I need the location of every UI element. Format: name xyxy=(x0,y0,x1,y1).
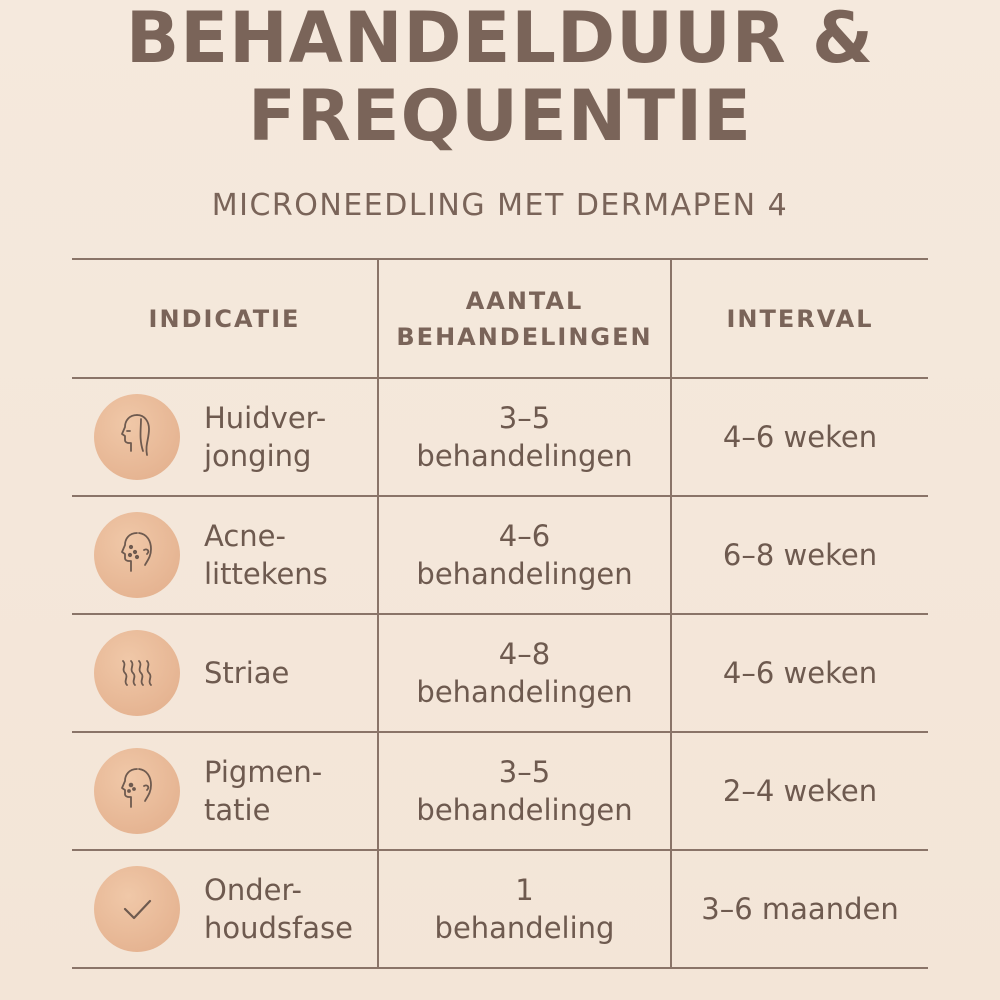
header-aantal-line-1: AANTAL xyxy=(465,286,584,315)
indication-label-line-2: littekens xyxy=(204,557,328,591)
indication-label-line-1: Striae xyxy=(204,656,290,690)
table-row xyxy=(72,733,928,851)
count-cell xyxy=(379,733,672,849)
count-line-1: 4–8 xyxy=(498,637,551,671)
indication-cell xyxy=(72,851,379,967)
table-row xyxy=(72,615,928,733)
indication-label-line-1: Onder- xyxy=(204,873,302,907)
title-line-1: BEHANDELDUUR & xyxy=(125,0,875,79)
interval-cell: 4–6 weken xyxy=(722,420,878,454)
header-indicatie: INDICATIE xyxy=(72,260,379,377)
indication-label-line-1: Huidver- xyxy=(204,401,327,435)
indication-cell xyxy=(72,497,379,613)
header-interval: INTERVAL xyxy=(726,304,874,333)
interval-cell: 2–4 weken xyxy=(722,774,878,808)
acne-face-icon xyxy=(94,512,180,598)
count-line-2: behandelingen xyxy=(416,675,633,709)
interval-cell: 6–8 weken xyxy=(722,538,878,572)
count-cell xyxy=(379,615,672,731)
interval-cell: 3–6 maanden xyxy=(701,892,899,926)
count-line-1: 1 xyxy=(515,873,534,907)
count-cell xyxy=(379,851,672,967)
checkmark-icon xyxy=(94,866,180,952)
indication-cell xyxy=(72,733,379,849)
title-line-2: FREQUENTIE xyxy=(248,75,752,157)
table-header-row xyxy=(72,260,928,379)
table-row xyxy=(72,379,928,497)
count-line-1: 4–6 xyxy=(498,519,551,553)
count-line-2: behandelingen xyxy=(416,439,633,473)
header-aantal xyxy=(379,260,672,377)
stretch-marks-icon xyxy=(94,630,180,716)
indication-label-line-2: houdsfase xyxy=(204,911,353,945)
count-cell xyxy=(379,379,672,495)
header-aantal-line-2: BEHANDELINGEN xyxy=(396,322,653,351)
count-line-1: 3–5 xyxy=(498,755,551,789)
count-cell xyxy=(379,497,672,613)
treatment-table xyxy=(72,258,928,969)
count-line-2: behandelingen xyxy=(416,557,633,591)
page-subtitle: MICRONEEDLING MET DERMAPEN 4 xyxy=(211,188,789,223)
interval-cell: 4–6 weken xyxy=(722,656,878,690)
face-profile-icon xyxy=(94,394,180,480)
indication-label-line-1: Acne- xyxy=(204,519,286,553)
table-row xyxy=(72,497,928,615)
table-row xyxy=(72,851,928,969)
count-line-1: 3–5 xyxy=(498,401,551,435)
indication-cell xyxy=(72,379,379,495)
indication-cell xyxy=(72,615,379,731)
indication-label-line-2: tatie xyxy=(204,793,271,827)
count-line-2: behandelingen xyxy=(416,793,633,827)
indication-label-line-1: Pigmen- xyxy=(204,755,323,789)
indication-label-line-2: jonging xyxy=(204,439,312,473)
pigment-face-icon xyxy=(94,748,180,834)
count-line-2: behandeling xyxy=(434,911,615,945)
